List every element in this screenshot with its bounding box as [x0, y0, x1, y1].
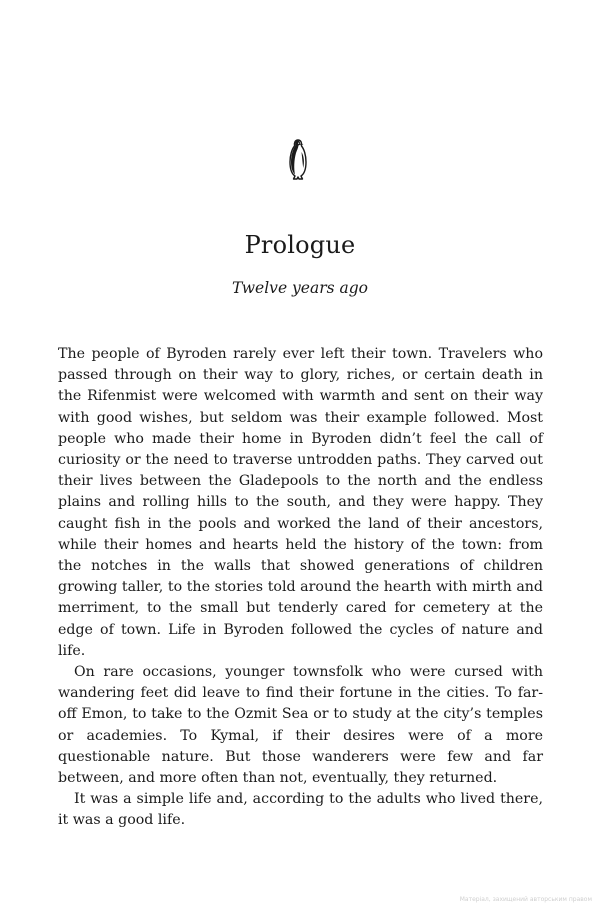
paragraph: On rare occasions, younger townsfolk who were cursed with wandering feet did leave to find their fortune in the cities. To far-off Emon, to take to the Ozmit Sea or to study at the city’s temples or academies. To Kymal, if their desires were of a more questionable nature. But those wanderers were few and far between, and more often than not, eventually, they returned. — [58, 664, 543, 787]
penguin-icon — [286, 138, 310, 182]
copyright-watermark: Матеріал, захищений авторським правом — [459, 896, 592, 903]
chapter-title: Prologue — [244, 231, 356, 259]
chapter-body — [58, 344, 543, 832]
paragraph: It was a simple life and, according to the adults who lived there, it was a good life. — [58, 791, 543, 829]
chapter-subtitle: Twelve years ago — [232, 279, 368, 297]
paragraph: The people of Byroden rarely ever left their town. Travelers who passed through on their way to glory, riches, or certain death in the Rifenmist were welcomed with warmth and sent on their way with good wishes, but seldom was their example followed. Most people who made their home in Byroden didn’t feel the call of curiosity or the need to traverse untrodden paths. They carved out their lives between the Gladepools to the north and the endless plains and rolling hills to the south, and they were happy. They caught fish in the pools and worked the land of their ancestors, while their homes and hearts held the history of the town: from the notches in the walls that showed generations of children growing taller, to the stories told around the hearth with mirth and merriment, to the small but tenderly cared for cemetery at the edge of town. Life in Byroden followed the cycles of nature and life. — [58, 346, 543, 659]
